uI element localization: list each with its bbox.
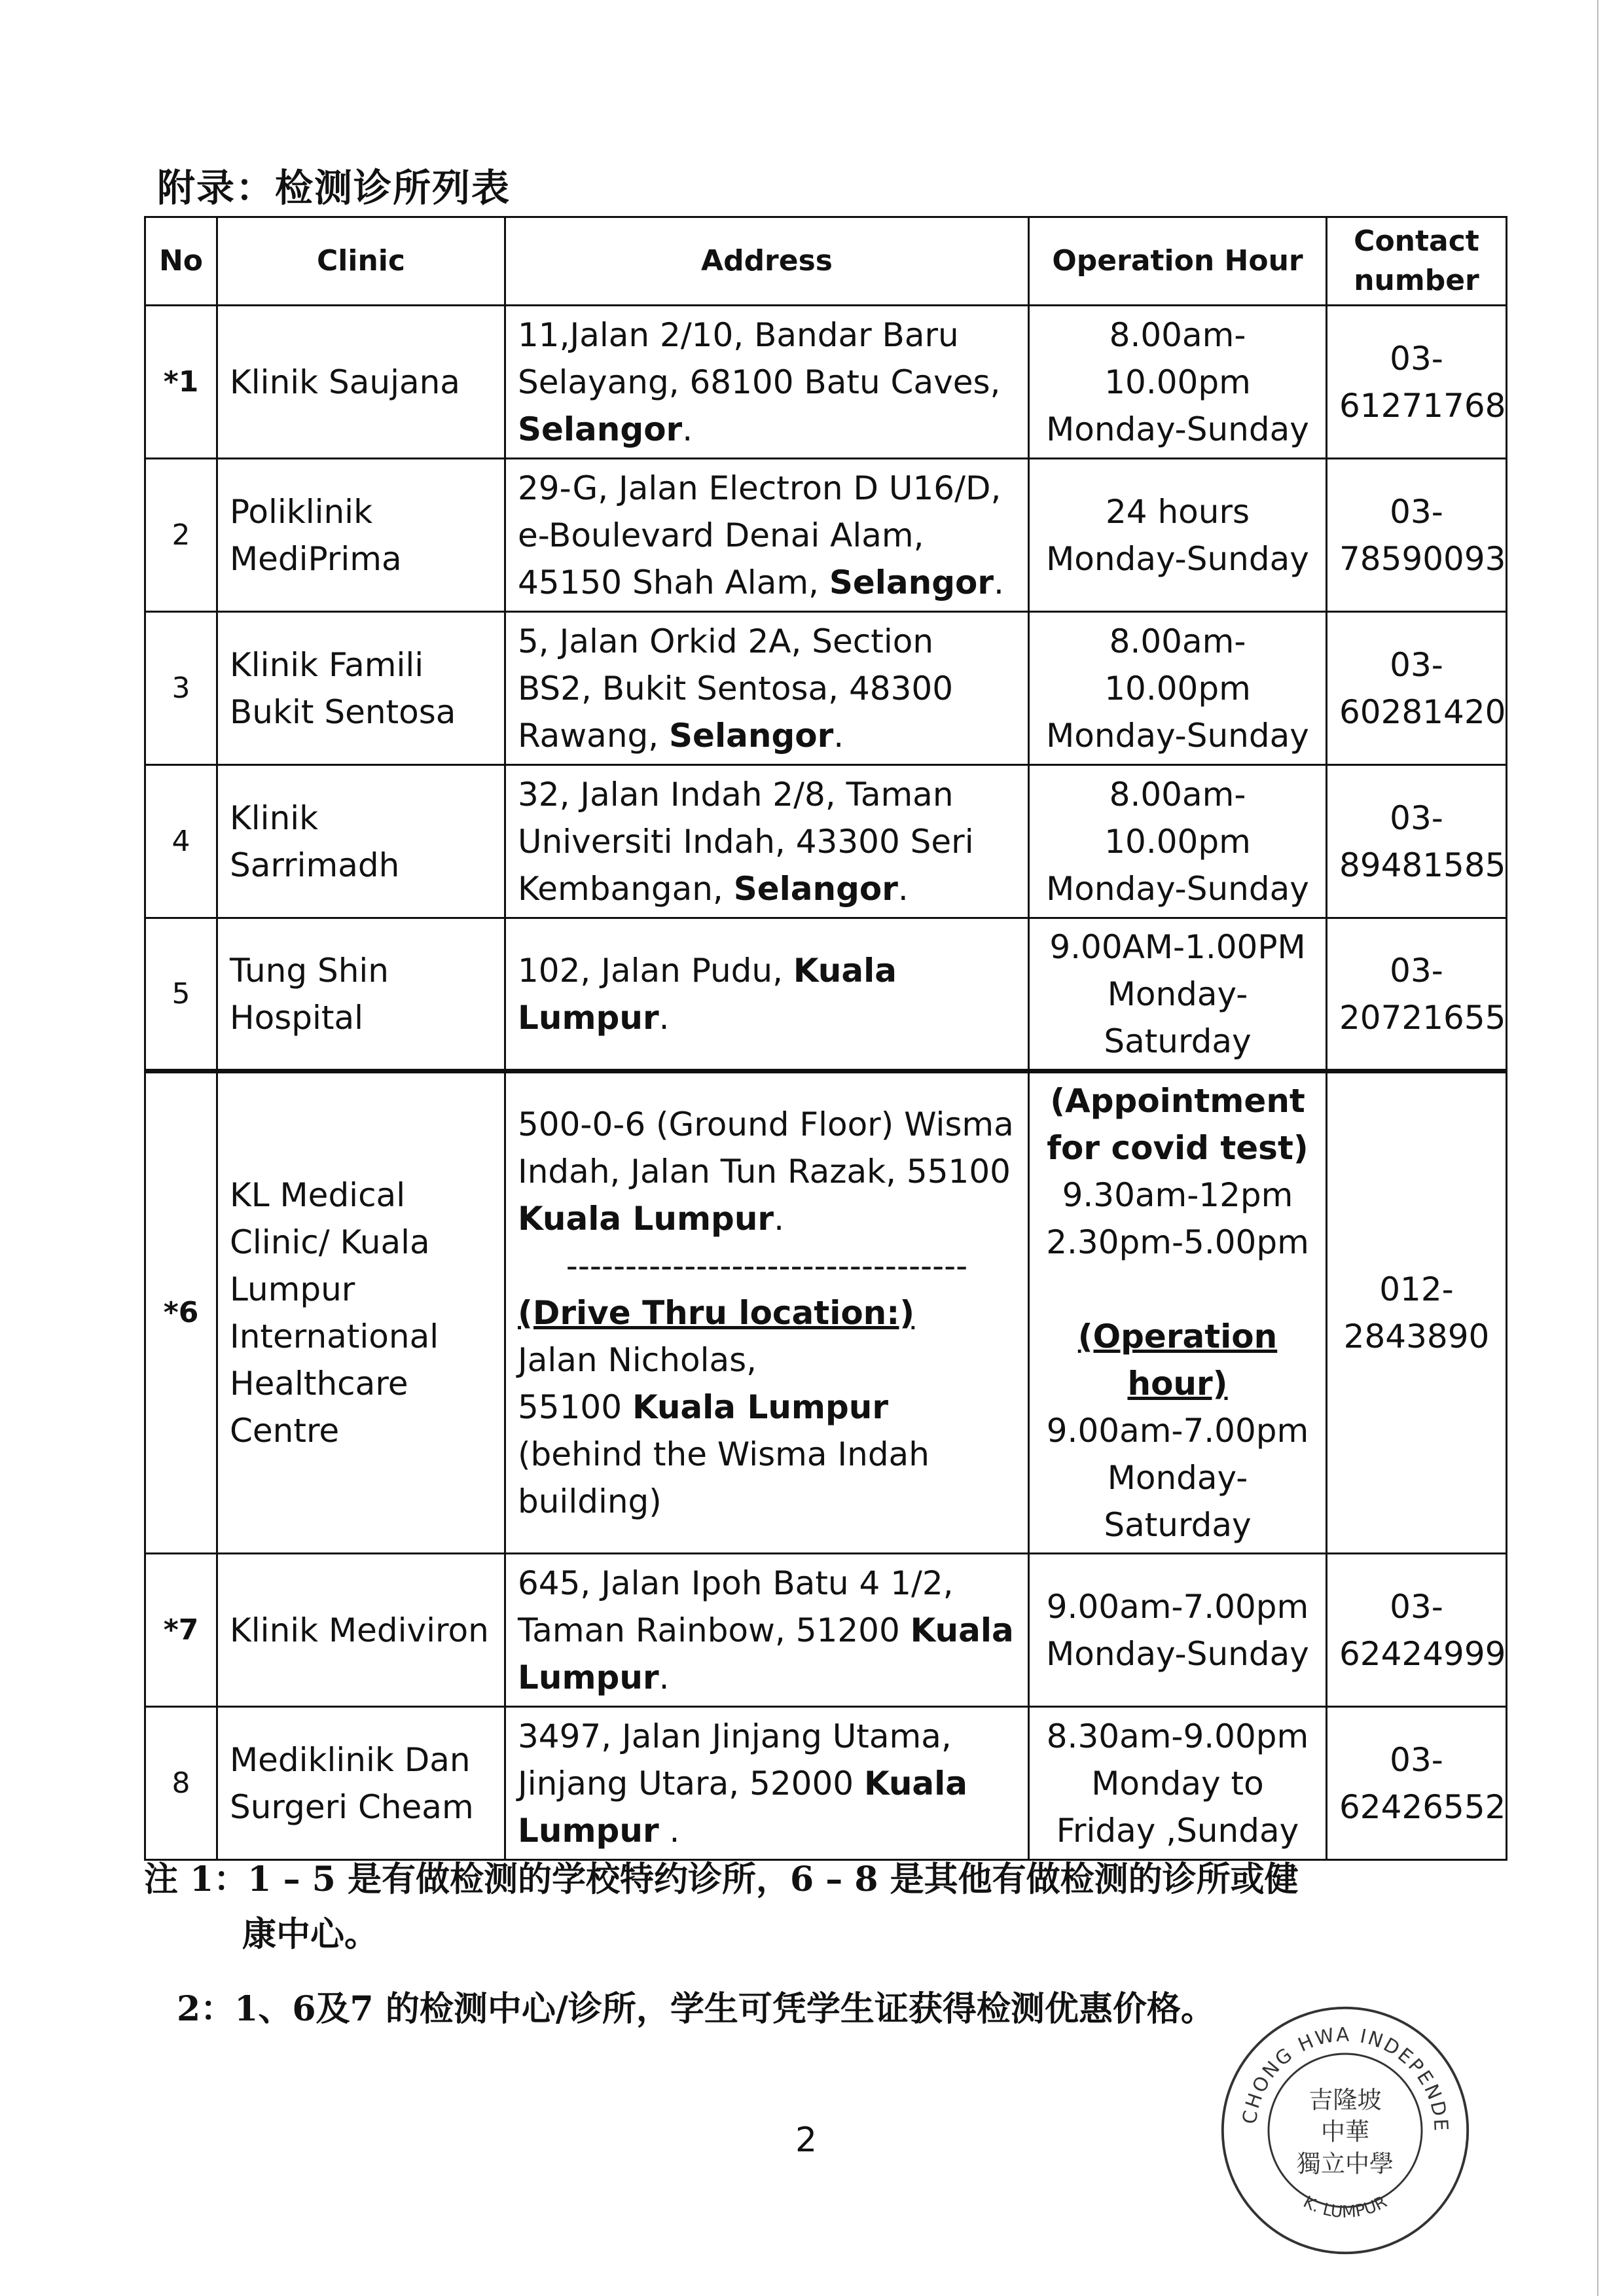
operation-days: Monday-Saturday	[1104, 1459, 1252, 1544]
cell-clinic: Klinik Famili Bukit Sentosa	[217, 612, 505, 765]
svg-text:K. LUMPUR	[1301, 2191, 1390, 2221]
cell-contact: 03-20721655	[1327, 918, 1507, 1071]
cell-address	[505, 459, 1029, 612]
cell-contact: 03-89481585	[1327, 765, 1507, 918]
appointment-time-1: 9.30am-12pm	[1062, 1176, 1293, 1214]
table-header-row	[145, 217, 1507, 306]
cell-address	[505, 1071, 1029, 1554]
drive-thru-city: Kuala Lumpur	[632, 1388, 889, 1426]
cell-hours: 8.30am-9.00pm Monday to Friday ,Sunday	[1029, 1707, 1327, 1860]
table-row	[145, 918, 1507, 1071]
drive-thru-postcode: 55100	[518, 1388, 623, 1426]
clinic-table	[144, 216, 1507, 1861]
note-1-text: 1 – 5 是有做检测的学校特约诊所，6 – 8 是其他有做检测的诊所或健	[247, 1859, 1299, 1899]
header-contact: Contact number	[1327, 217, 1507, 306]
table-row	[145, 459, 1507, 612]
header-clinic: Clinic	[217, 217, 505, 306]
cell-clinic: Tung Shin Hospital	[217, 918, 505, 1071]
seal-inner-line-2: 中華	[1320, 2117, 1370, 2146]
cell-no: 8	[145, 1707, 217, 1860]
page-edge-line	[1597, 0, 1598, 2296]
note-1	[144, 1852, 1506, 1962]
table-row	[145, 612, 1507, 765]
table-body-bottom	[145, 1554, 1507, 1860]
seal-inner-line-3: 獨立中學	[1296, 2149, 1394, 2178]
seal-bottom-text: K. LUMPUR	[1300, 2191, 1390, 2222]
header-address: Address	[505, 217, 1029, 306]
address-tail: .	[994, 563, 1004, 601]
cell-clinic: Klinik Mediviron	[217, 1554, 505, 1707]
table-row	[145, 1707, 1507, 1860]
cell-hours	[1029, 1071, 1327, 1554]
cell-contact: 03-60281420	[1327, 612, 1507, 765]
cell-contact: 03-61271768	[1327, 306, 1507, 459]
drive-thru-label: (Drive Thru location:)	[518, 1294, 915, 1332]
cell-clinic: Mediklinik Dan Surgeri Cheam	[217, 1707, 505, 1860]
address-tail: .	[659, 998, 670, 1037]
cell-no: 3	[145, 612, 217, 765]
cell-address	[505, 765, 1029, 918]
appointment-time-2: 2.30pm-5.00pm	[1046, 1223, 1309, 1261]
header-hours: Operation Hour	[1029, 217, 1327, 306]
cell-contact: 03-62426552	[1327, 1707, 1507, 1860]
drive-thru-note: (behind the Wisma Indah building)	[518, 1435, 929, 1520]
table-body-row6	[145, 1071, 1507, 1554]
cell-address	[505, 1707, 1029, 1860]
address-line: 11,Jalan 2/10, Bandar Baru Selayang, 68100 Batu Caves,	[518, 315, 1001, 401]
address-tail: .	[833, 716, 844, 755]
address-line: 32, Jalan Indah 2/8, Taman Universiti Indah, 43300 Seri Kembangan,	[518, 775, 974, 908]
table-row	[145, 765, 1507, 918]
appointment-label: (Appointment for covid test)	[1047, 1082, 1308, 1167]
address-line: 5, Jalan Orkid 2A, Section BS2, Bukit Sentosa, 48300 Rawang,	[518, 622, 954, 755]
seal-outer-text: CHONG HWA INDEPENDE	[1238, 2023, 1453, 2134]
address-tail: .	[897, 869, 909, 908]
table-row	[145, 306, 1507, 459]
cell-no: *7	[145, 1554, 217, 1707]
header-no: No	[145, 217, 217, 306]
cell-hours: 8.00am-10.00pm Monday-Sunday	[1029, 306, 1327, 459]
cell-contact: 03-62424999	[1327, 1554, 1507, 1707]
address-main: 500-0-6 (Ground Floor) Wisma Indah, Jalan Tun Razak, 55100	[518, 1105, 1014, 1191]
cell-no: 2	[145, 459, 217, 612]
cell-address	[505, 612, 1029, 765]
address-divider: ----------------------------------	[566, 1247, 968, 1285]
address-state: Selangor	[669, 716, 834, 755]
cell-clinic: Klinik Saujana	[217, 306, 505, 459]
page-heading: 附录：检测诊所列表	[157, 166, 511, 210]
address-line: 3497, Jalan Jinjang Utama, Jinjang Utara, 52000	[518, 1717, 952, 1803]
cell-clinic: KL Medical Clinic/ Kuala Lumpur International Healthcare Centre	[217, 1071, 505, 1554]
address-line: 645, Jalan Ipoh Batu 4 1/2, Taman Rainbow, 51200	[518, 1564, 954, 1649]
address-tail: .	[774, 1200, 784, 1238]
table-row	[145, 1554, 1507, 1707]
address-line: 29-G, Jalan Electron D U16/D, e-Boulevard Denai Alam, 45150 Shah Alam,	[518, 469, 1001, 601]
operation-time: 9.00am-7.00pm	[1046, 1412, 1309, 1450]
school-seal-stamp	[1218, 2003, 1473, 2258]
note-1-prefix: 注 1：	[144, 1859, 248, 1899]
cell-contact: 012-2843890	[1327, 1071, 1507, 1554]
address-state: Selangor	[829, 563, 994, 601]
address-state: Kuala Lumpur	[518, 1764, 968, 1850]
cell-no: 4	[145, 765, 217, 918]
address-tail: .	[682, 410, 693, 448]
cell-hours: 8.00am-10.00pm Monday-Sunday	[1029, 765, 1327, 918]
cell-clinic: Poliklinik MediPrima	[217, 459, 505, 612]
operation-label: (Operation hour)	[1077, 1318, 1278, 1403]
address-line: 102, Jalan Pudu,	[518, 951, 784, 990]
cell-clinic: Klinik Sarrimadh	[217, 765, 505, 918]
cell-no: *1	[145, 306, 217, 459]
address-state: Selangor	[733, 869, 898, 908]
note-2: 2：1、6及7 的检测中心/诊所，学生可凭学生证获得检测优惠价格。	[177, 1989, 1215, 2029]
drive-thru-street: Jalan Nicholas,	[518, 1341, 757, 1379]
cell-address	[505, 918, 1029, 1071]
cell-hours: 8.00am-10.00pm Monday-Sunday	[1029, 612, 1327, 765]
address-state: Selangor	[518, 410, 683, 448]
cell-contact: 03-78590093	[1327, 459, 1507, 612]
cell-no: 5	[145, 918, 217, 1071]
cell-address	[505, 306, 1029, 459]
cell-hours: 9.00AM-1.00PM Monday-Saturday	[1029, 918, 1327, 1071]
address-tail: .	[659, 1658, 670, 1696]
page-number: 2	[795, 2121, 818, 2160]
cell-hours: 24 hours Monday-Sunday	[1029, 459, 1327, 612]
cell-hours: 9.00am-7.00pm Monday-Sunday	[1029, 1554, 1327, 1707]
address-state: Kuala Lumpur	[518, 1611, 1014, 1696]
seal-graphic	[1218, 2003, 1473, 2258]
address-state: Kuala Lumpur	[518, 951, 897, 1037]
table-body-top	[145, 306, 1507, 1071]
address-city: Kuala Lumpur	[518, 1200, 774, 1238]
seal-inner-line-1: 吉隆坡	[1308, 2085, 1382, 2114]
cell-address	[505, 1554, 1029, 1707]
cell-no: *6	[145, 1071, 217, 1554]
address-tail: .	[659, 1811, 680, 1850]
note-1-continuation: 康中心。	[242, 1914, 379, 1954]
table-row	[145, 1071, 1507, 1554]
